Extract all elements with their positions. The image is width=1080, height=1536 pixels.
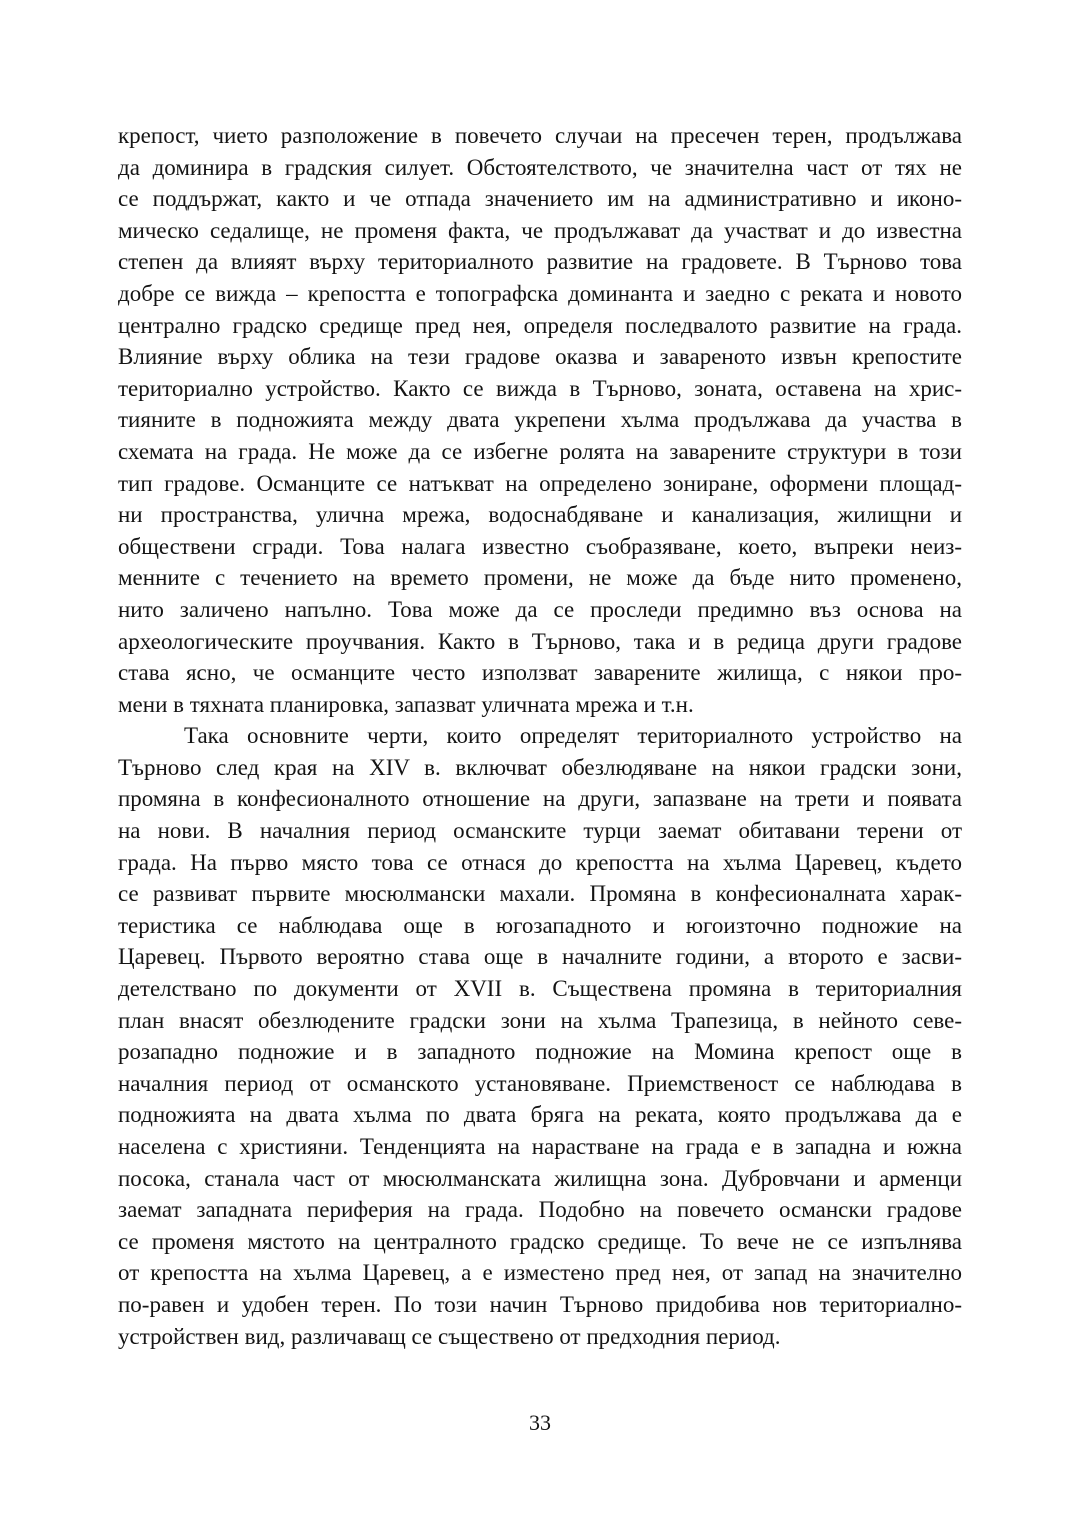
text-line: Търново след края на XIV в. включват обезлюдяване на някои градски зони, bbox=[118, 754, 962, 780]
text-line: Така основните черти, които определят териториалното устройство на bbox=[184, 723, 962, 749]
text-line: тип градове. Османците се натъкват на определено зониране, оформени площад- bbox=[118, 470, 962, 496]
text-line: от крепостта на хълма Царевец, а е изместено пред нея, от запад на значително bbox=[118, 1260, 962, 1286]
paragraph-1 bbox=[118, 120, 962, 720]
text-line: теристика се наблюдава още в югозападното и югоизточно подножие на bbox=[118, 912, 962, 938]
text-line: розападно подножие и в западното подножие на Момина крепост още в bbox=[118, 1039, 962, 1065]
text-line: схемата на града. Не може да се избегне ролята на заварените структури в този bbox=[118, 438, 962, 464]
text-line: крепост, чието разположение в повечето случаи на пресечен терен, продължава bbox=[118, 123, 962, 148]
text-line: добре се вижда – крепостта е топографска доминанта и заедно с реката и новото bbox=[118, 280, 962, 306]
text-line: степен да влияят върху териториалното развитие на градовете. В Търново това bbox=[118, 249, 962, 275]
paragraph-2 bbox=[118, 720, 962, 1352]
text-line: се променя мястото на централното градско средище. То вече не се изпълнява bbox=[118, 1228, 962, 1254]
text-line: на нови. В началния период османските турци заемат обитавани терени от bbox=[118, 818, 962, 844]
text-line: нито заличено напълно. Това може да се проследи предимно въз основа на bbox=[118, 596, 962, 622]
text-line: се развиват първите мюсюлмански махали. Промяна в конфесионалната харак- bbox=[118, 881, 962, 907]
text-line: обществени сгради. Това налага известно съобразяване, което, въпреки неиз- bbox=[118, 533, 962, 559]
text-line: населена с християни. Тенденцията на нарастване на града е в западна и южна bbox=[118, 1134, 962, 1159]
text-line: централно градско средище пред нея, определя последвалото развитие на града. bbox=[118, 312, 962, 338]
text-line: по-равен и удобен терен. По този начин Търново придобива нов териториално- bbox=[118, 1291, 962, 1317]
body-text bbox=[118, 120, 962, 1352]
text-line: мическо седалище, не променя факта, че продължават да участват и до известна bbox=[118, 217, 962, 243]
text-line: Влияние върху облика на тези градове оказва и завареното извън крепостите bbox=[118, 344, 962, 370]
page-number: 33 bbox=[529, 1410, 551, 1435]
text-line: менните с течението на времето промени, не може да бъде нито променено, bbox=[118, 565, 962, 591]
text-line: става ясно, че османците често използват заварените жилища, с някои про- bbox=[118, 660, 962, 686]
text-line: да доминира в градския силует. Обстоятелството, че значителна част от тях не bbox=[118, 154, 962, 180]
text-line: подножията на двата хълма по двата бряга на реката, която продължава да е bbox=[118, 1102, 962, 1128]
text-line: заемат западната периферия на града. Подобно на повечето османски градове bbox=[118, 1197, 962, 1223]
text-line: се поддържат, както и че отпада значението им на административно и иконо- bbox=[118, 186, 962, 212]
text-line: посока, станала част от мюсюлманската жилищна зона. Дубровчани и арменци bbox=[118, 1165, 962, 1191]
text-line: Царевец. Първото вероятно става още в началните години, а второто е засви- bbox=[118, 944, 962, 970]
text-line: план внасят обезлюдените градски зони на хълма Трапезица, в нейното севе- bbox=[118, 1007, 962, 1033]
text-line: началния период от османското установяване. Приемственост се наблюдава в bbox=[118, 1070, 962, 1096]
text-line: тияните в подножията между двата укрепени хълма продължава да участва в bbox=[118, 407, 962, 433]
text-line: детелствано по документи от XVII в. Съществена промяна в териториалния bbox=[118, 976, 962, 1002]
text-line: града. На първо място това се отнася до крепостта на хълма Царевец, където bbox=[118, 849, 962, 875]
text-line: промяна в конфесионалното отношение на други, запазване на трети и появата bbox=[118, 786, 962, 812]
text-line: мени в тяхната планировка, запазват уличната мрежа и т.н. bbox=[118, 691, 694, 717]
text-line: устройствен вид, различаващ се съществено от предходния период. bbox=[118, 1323, 781, 1349]
text-line: археологическите проучвания. Както в Търново, така и в редица други градове bbox=[118, 628, 962, 654]
text-line: ни пространства, улична мрежа, водоснабдяване и канализация, жилищни и bbox=[118, 502, 962, 528]
text-line: териториално устройство. Както се вижда в Търново, зоната, оставена на хрис- bbox=[118, 375, 962, 401]
